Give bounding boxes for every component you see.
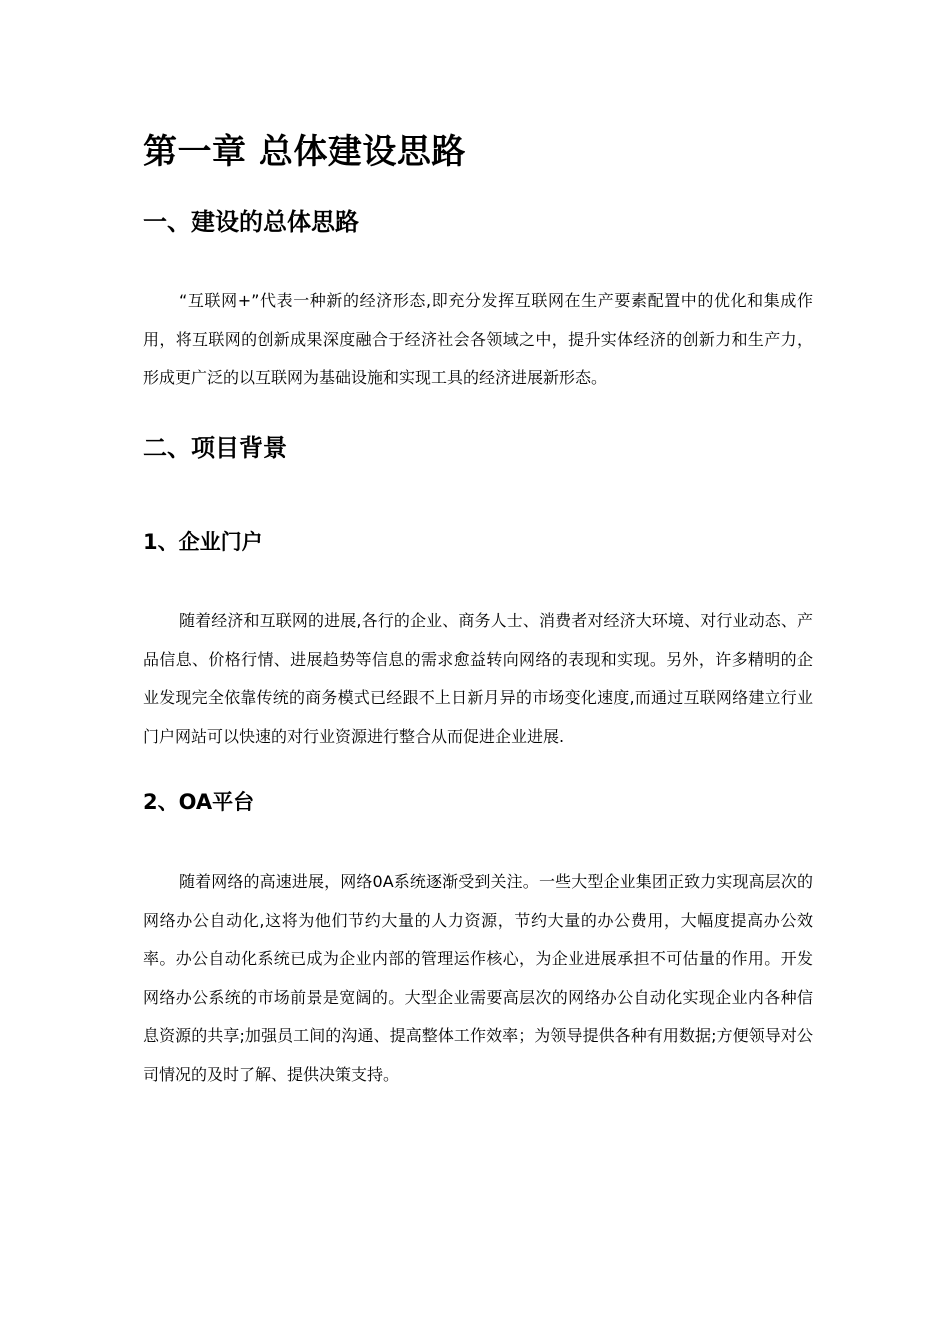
paragraph-internet-plus: “互联网+”代表一种新的经济形态,即充分发挥互联网在生产要素配置中的优化和集成作用，将互联网的创新成果深度融合于经济社会各领域之中，提升实体经济的创新力和生产力，形成更广泛的以互联网为基础设施和实现工具的经济进展新形态。 (143, 291, 813, 387)
chapter-title: 第一章 总体建设思路 (143, 132, 466, 172)
section-heading-overall-approach: 一、建设的总体思路 (143, 208, 359, 236)
section-heading-project-background: 二、项目背景 (143, 434, 287, 462)
paragraph-enterprise-portal: 随着经济和互联网的进展,各行的企业、商务人士、消费者对经济大环境、对行业动态、产品信息、价格行情、进展趋势等信息的需求愈益转向网络的表现和实现。另外，许多精明的企业发现完全依靠传统的商务模式已经跟不上日新月异的市场变化速度,而通过互联网络建立行业门户网站可以快速的对行业资源进行整合从而促进企业进展. (143, 611, 813, 746)
subsection-heading-oa-platform: 2、OA平台 (143, 790, 255, 814)
paragraph-oa-platform: 随着网络的高速进展，网络0A系统逐渐受到关注。一些大型企业集团正致力实现高层次的网络办公自动化,这将为他们节约大量的人力资源，节约大量的办公费用，大幅度提高办公效率。办公自动化系统已成为企业内部的管理运作核心，为企业进展承担不可估量的作用。开发网络办公系统的市场前景是宽阔的。大型企业需要高层次的网络办公自动化实现企业内各种信息资源的共享;加强员工间的沟通、提高整体工作效率；为领导提供各种有用数据;方便领导对公司情况的及时了解、提供决策支持。 (143, 872, 813, 1084)
subsection-heading-enterprise-portal: 1、企业门户 (143, 530, 263, 554)
